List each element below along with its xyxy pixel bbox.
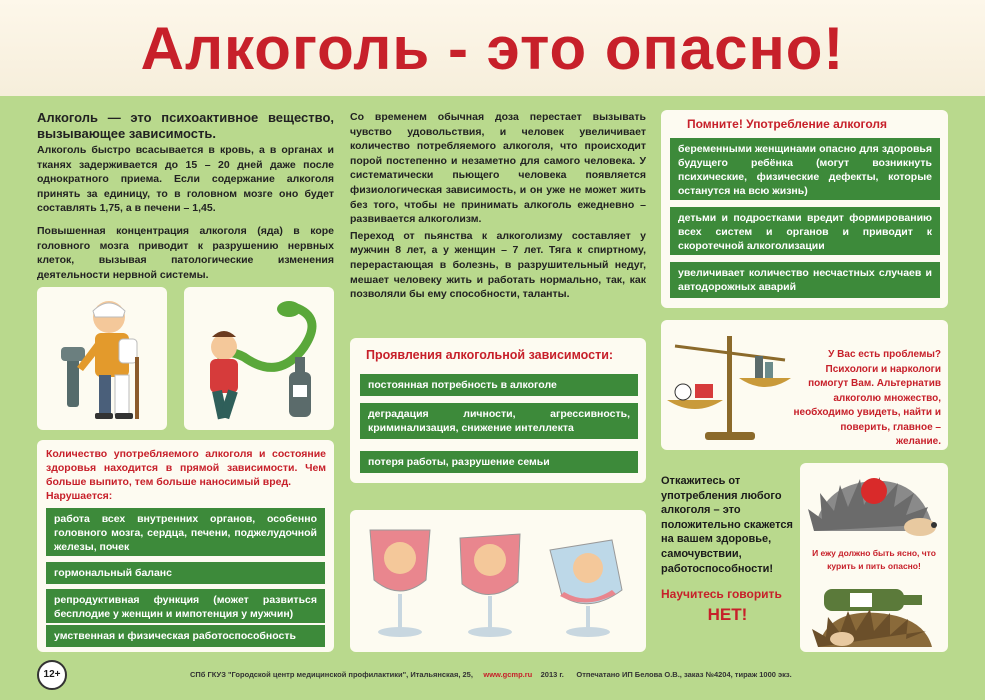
scales-icon	[665, 326, 795, 446]
remember-title: Помните! Употребление алкоголя	[687, 117, 888, 131]
harm-item-hormones: гормональный баланс	[46, 562, 325, 584]
header-banner	[0, 0, 985, 96]
refuse-text: Откажитесь от употребления любого алкоголя – это положительно скажется на вашем здоровье, самочувствии, работоспособности!	[661, 475, 793, 575]
hedgehog-panel	[800, 463, 948, 652]
remember-item-accidents: увеличивает количество несчастных случаев и автодорожных аварий	[670, 262, 940, 298]
say-no: НЕТ!	[707, 605, 748, 625]
harm-subtitle: Нарушается:	[46, 490, 113, 502]
footer-org: СПб ГКУЗ "Городской центр медицинской профилактики", Итальянская, 25,	[190, 670, 473, 679]
snake-bottle-illustration	[184, 287, 334, 430]
dependence-item-need: постоянная потребность в алкоголе	[360, 374, 638, 396]
footer-year: 2013 г.	[540, 670, 564, 679]
footer-url[interactable]: www.gcmp.ru	[483, 670, 533, 679]
help-panel	[661, 320, 948, 450]
harm-intro-text: Количество употребляемого алкоголя и состояние здоровья находится в прямой зависимости. Чем больше выпито, тем больше наносимый вред.	[46, 448, 326, 488]
page-title: Алкоголь - это опасно!	[140, 15, 845, 82]
remember-panel	[661, 110, 948, 308]
harm-item-reproductive: репродуктивная функция (может развиться бесплодие у женщин и импотенция у мужчин)	[46, 589, 325, 623]
hedgehog-bottle-icon	[804, 579, 944, 649]
dependence-item-degradation: деградация личности, агрессивность, криминализация, снижение интеллекта	[360, 403, 638, 439]
intro-text	[37, 110, 334, 282]
intro-paragraph-2: Повышенная концентрация алкоголя (яда) в коре головного мозга приводит к разрушению нервных клеток, вызывая патологические изменения деятельности нервной системы.	[37, 224, 334, 281]
learn-to-say: Научитесь говорить	[661, 587, 782, 602]
dependence-title: Проявления алкогольной зависимости:	[366, 348, 614, 362]
refuse-block	[661, 474, 794, 625]
remember-item-children: детьми и подростками вредит формированию всех систем и органов и приводит к скоротечной алкоголизации	[670, 207, 940, 255]
intro-lead: Алкоголь — это психоактивное вещество, вызывающее зависимость.	[37, 110, 334, 141]
help-text: У Вас есть проблемы? Психологи и наркологи помогут Вам. Альтернатив алкоголю множество, необходимо увидеть, найти и поверить, главное – желание.	[793, 349, 941, 447]
hedgehog-caption: И ежу должно быть ясно, что курить и пить опасно!	[812, 548, 936, 571]
hedgehog-apple-icon	[804, 469, 944, 541]
remember-item-pregnant: беременными женщинами опасно для здоровья будущего ребёнка (могут возникнуть психические, физические дефекты, которые останутся на всю жизнь)	[670, 138, 940, 200]
middle-paragraph-1: Со временем обычная доза перестает вызывать чувство удовольствия, и человек увеличивает количество потребляемого алкоголя, что происходит порой постепенно и незаметно для самого человека. У систематически пьющего человека появляется физиологическая зависимость, и он уже не может жить без того, чтобы не принимать алкоголь ежедневно – развивается алкоголизм.	[350, 111, 646, 226]
intro-paragraph-1: Алкоголь быстро всасывается в кровь, а в органах и тканях задерживается до 15 – 20 дней даже после однократного приема. Если содержание алкоголя принять за единицу, то в головном мозге оно будет составлять 1,75, а в печени – 1,45.	[37, 144, 334, 215]
middle-paragraph-2: Переход от пьянства к алкоголизму составляет у мужчин 8 лет, а у женщин – 7 лет. Тяга к спиртному, перерастающая в болезнь, в разрушительный недуг, мешает человеку жить и работать нормально, так, как позволяли бы ему способности, таланты.	[350, 229, 646, 301]
harm-intro	[46, 447, 326, 503]
wine-glasses-illustration	[350, 510, 646, 652]
middle-text	[350, 110, 646, 302]
injured-man-illustration	[37, 287, 167, 430]
footer-print-info: Отпечатано ИП Белова О.В., заказ №4204, тираж 1000 экз.	[576, 670, 792, 679]
dependence-item-loss: потеря работы, разрушение семьи	[360, 451, 638, 473]
age-rating-badge: 12+	[37, 660, 67, 690]
harm-item-organs: работа всех внутренних органов, особенно головного мозга, сердца, печени, поджелудочной железы, почек	[46, 508, 325, 556]
dependence-panel	[350, 338, 646, 483]
harm-panel	[37, 440, 334, 652]
footer	[190, 670, 792, 679]
harm-item-workability: умственная и физическая работоспособность	[46, 625, 325, 647]
